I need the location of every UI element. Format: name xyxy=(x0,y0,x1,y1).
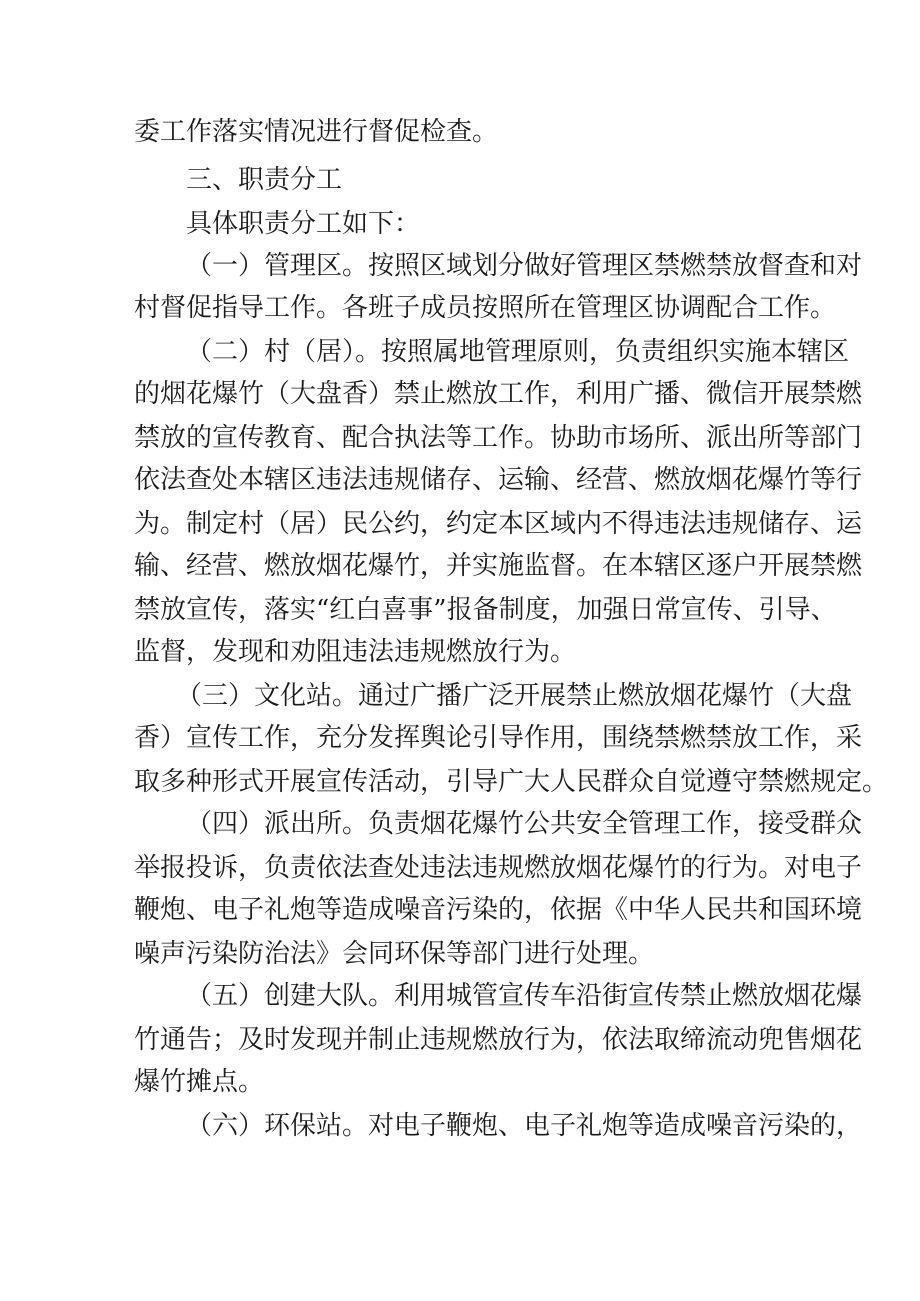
paragraph-line: 村督促指导工作。各班子成员按照所在管理区协调配合工作。 xyxy=(134,293,837,323)
paragraph-line: （一）管理区。按照区域划分做好管理区禁燃禁放督查和对 xyxy=(186,251,863,281)
section-heading: 三、职责分工 xyxy=(186,165,343,195)
paragraph-line: 禁放的宣传教育、配合执法等工作。协助市场所、派出所等部门 xyxy=(134,423,863,453)
paragraph-line: 爆竹摊点。 xyxy=(134,1067,265,1097)
paragraph-line: （二）村（居）。按照属地管理原则，负责组织实施本辖区 xyxy=(186,337,850,367)
text-line: 具体职责分工如下： xyxy=(186,209,421,239)
paragraph-line: 为。制定村（居）民公约，约定本区域内不得违法违规储存、运 xyxy=(134,509,863,539)
paragraph-line: 香）宣传工作，充分发挥舆论引导作用，围绕禁燃禁放工作，采 xyxy=(134,723,863,753)
paragraph-line: 依法查处本辖区违法违规储存、运输、经营、燃放烟花爆竹等行 xyxy=(134,465,863,495)
paragraph-line: 输、经营、燃放烟花爆竹，并实施监督。在本辖区逐户开展禁燃 xyxy=(134,551,863,581)
paragraph-line: 禁放宣传，落实“红白喜事”报备制度，加强日常宣传、引导、 xyxy=(134,595,837,625)
paragraph-line: 竹通告；及时发现并制止违规燃放行为，依法取缔流动兜售烟花 xyxy=(134,1025,863,1055)
paragraph-line: 举报投诉，负责依法查处违法违规燃放烟花爆竹的行为。对电子 xyxy=(134,853,863,883)
paragraph-line: 的烟花爆竹（大盘香）禁止燃放工作，利用广播、微信开展禁燃 xyxy=(134,379,863,409)
paragraph-line: （三）文化站。通过广播广泛开展禁止燃放烟花爆竹（大盘 xyxy=(176,681,853,711)
paragraph-line: 取多种形式开展宣传活动，引导广大人民群众自觉遵守禁燃规定。 xyxy=(134,767,889,797)
paragraph-line: （四）派出所。负责烟花爆竹公共安全管理工作，接受群众 xyxy=(186,809,863,839)
paragraph-line: 噪声污染防治法》会同环保等部门进行处理。 xyxy=(134,939,655,969)
paragraph-line: 鞭炮、电子礼炮等造成噪音污染的，依据《中华人民共和国环境 xyxy=(134,895,863,925)
paragraph-line: 监督，发现和劝阻违法违规燃放行为。 xyxy=(134,637,577,667)
paragraph-line: （五）创建大队。利用城管宣传车沿街宣传禁止燃放烟花爆 xyxy=(186,981,863,1011)
text-line: 委工作落实情况进行督促检查。 xyxy=(134,117,499,147)
paragraph-line: （六）环保站。对电子鞭炮、电子礼炮等造成噪音污染的， xyxy=(186,1111,863,1141)
